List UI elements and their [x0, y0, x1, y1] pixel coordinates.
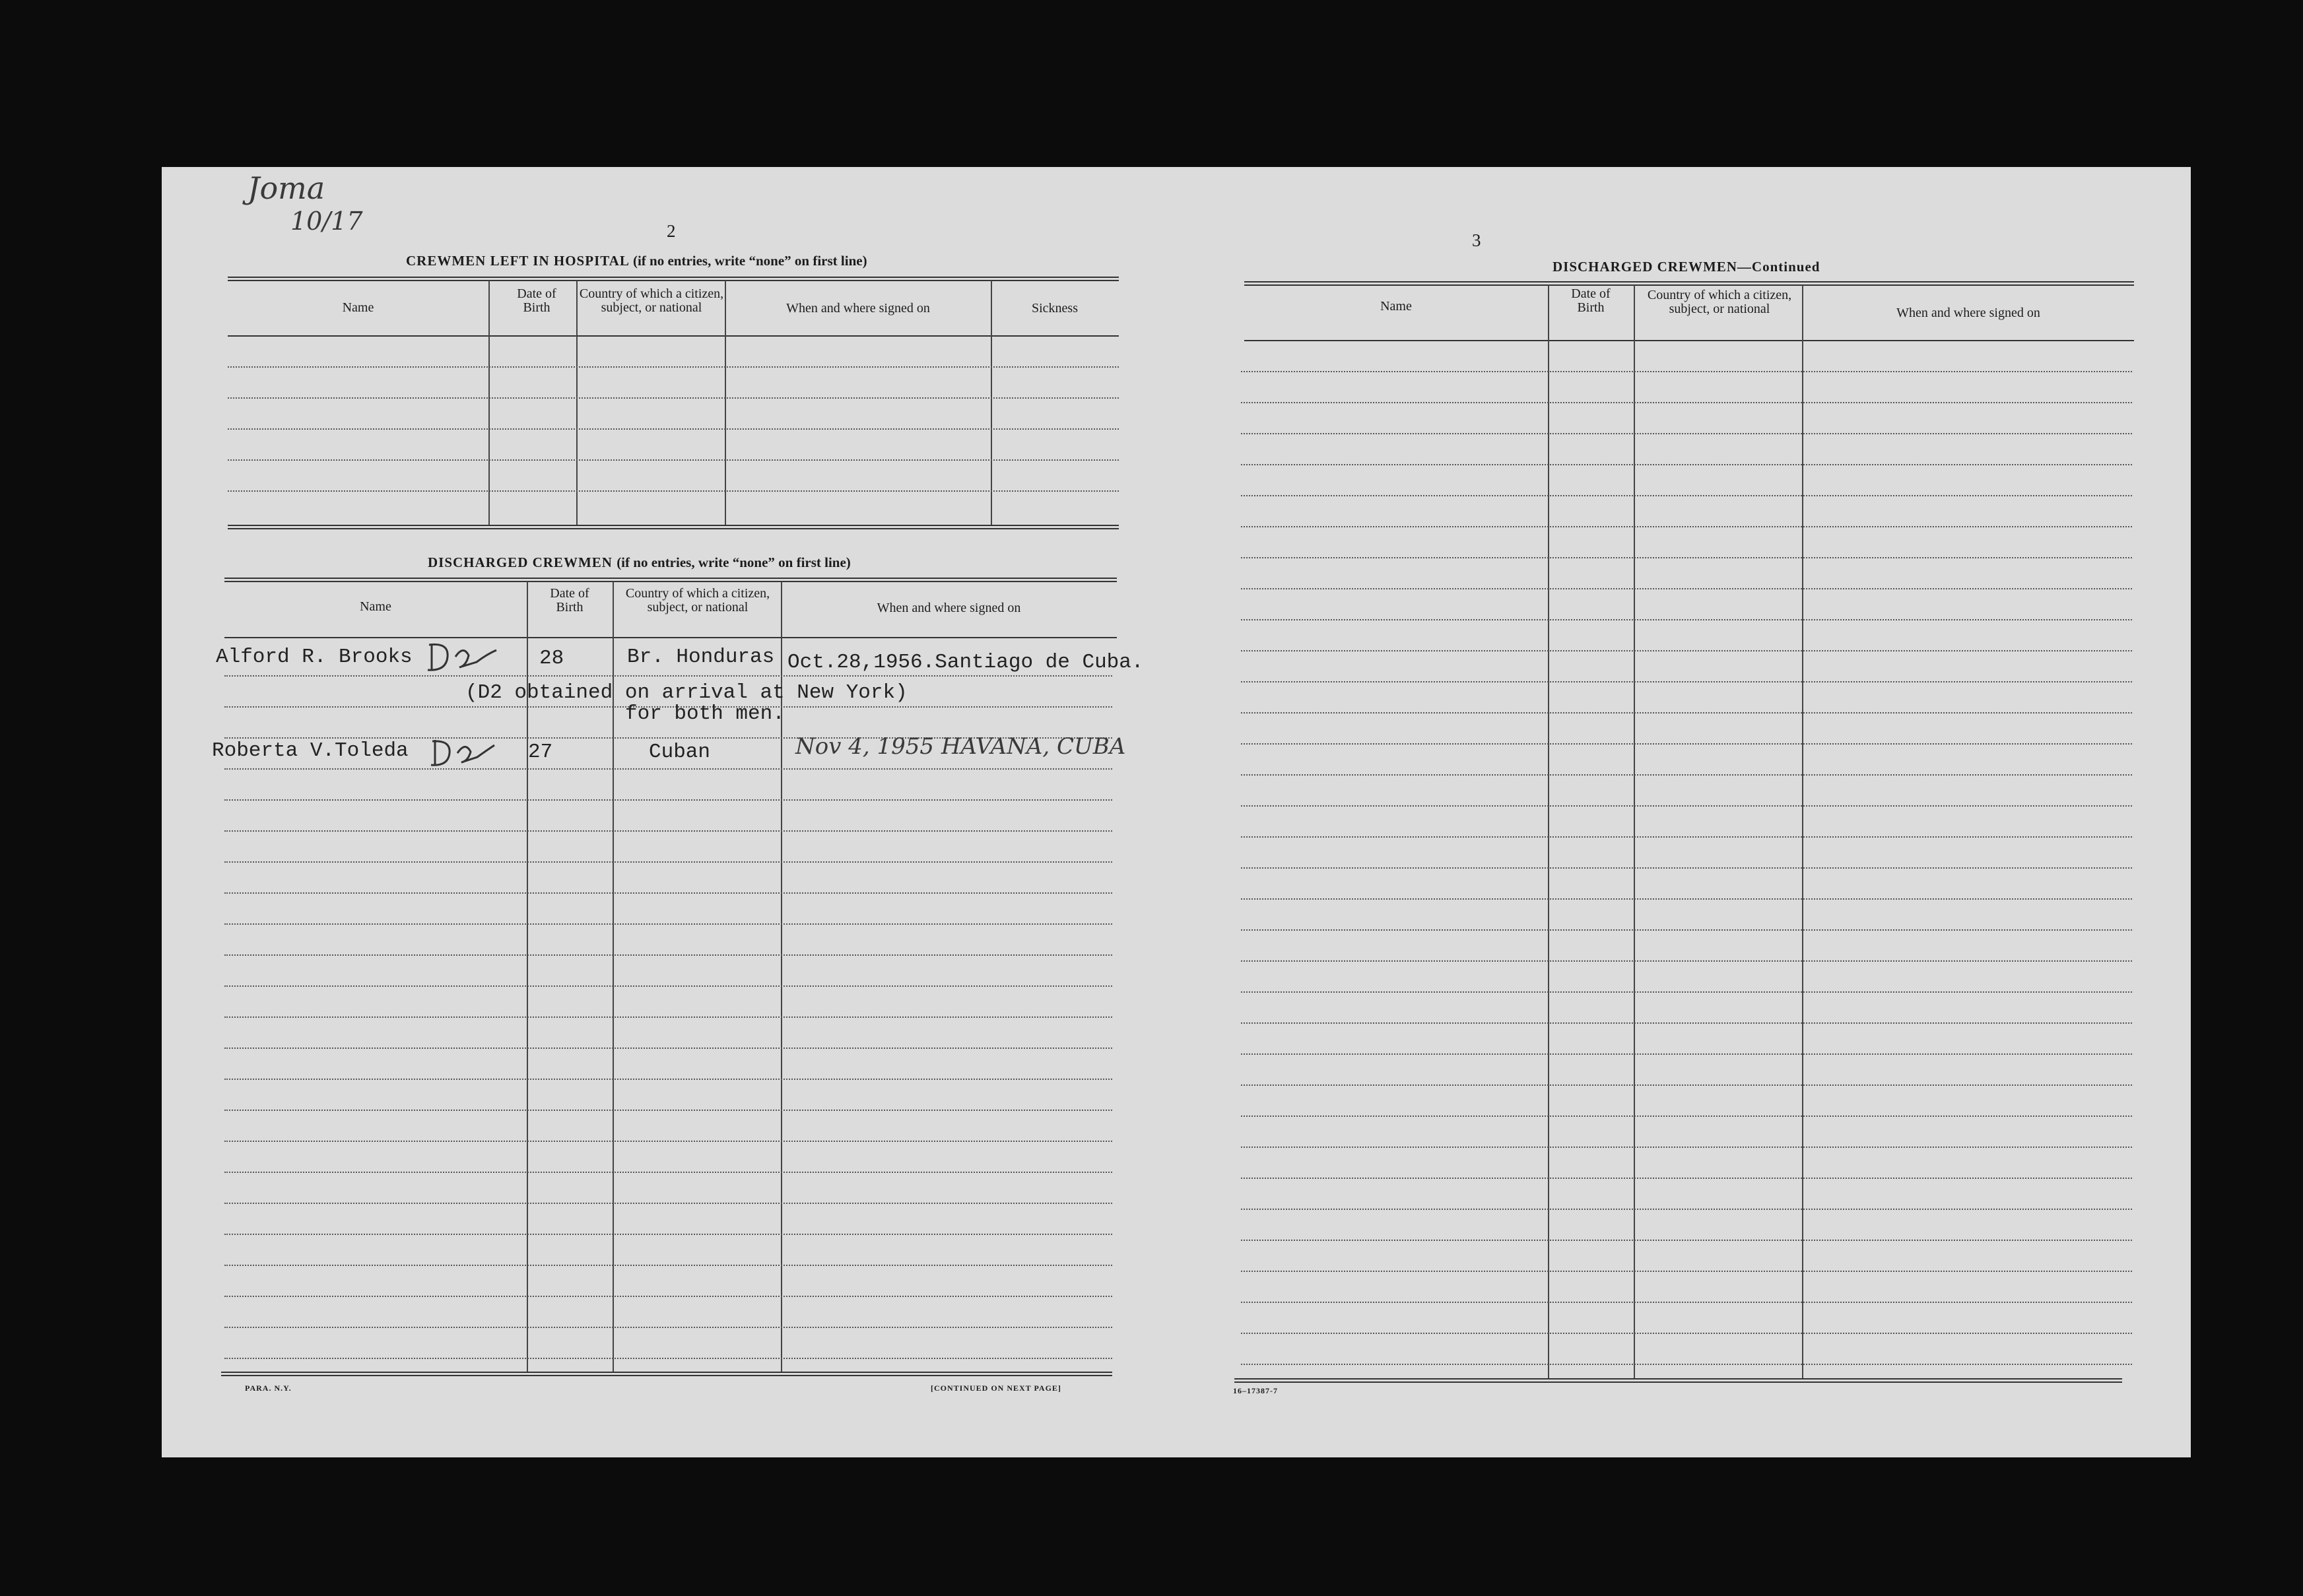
ruled-line: [224, 1141, 1112, 1142]
ruled-line: [224, 1358, 1112, 1359]
discharged-col-signed: When and where signed on: [877, 601, 1021, 615]
right-col-name: Name: [1380, 299, 1412, 314]
entry-1-birth: 28: [539, 647, 564, 670]
ruled-line: [224, 675, 1112, 677]
hospital-table-top-rule: [228, 277, 1119, 281]
entry-2-country: Cuban: [649, 741, 711, 764]
right-header-rule: [1244, 340, 2134, 341]
ruled-line: [224, 892, 1112, 894]
footer-printer-mark: PARA. N.Y.: [245, 1383, 292, 1393]
ruled-line: [1241, 774, 2132, 776]
ruled-line: [224, 1234, 1112, 1235]
right-col-divider: [1548, 285, 1549, 1378]
ruled-line: [224, 1203, 1112, 1204]
discharged-section-note: (if no entries, write “none” on first line): [617, 554, 851, 570]
entry-2-birth: 27: [528, 741, 553, 764]
ruled-line: [1241, 371, 2132, 372]
ruled-line: [1241, 1053, 2132, 1055]
ruled-line: [1241, 960, 2132, 962]
discharged-col-name: Name: [360, 599, 391, 614]
ruled-line: [1241, 743, 2132, 745]
hospital-col-divider: [991, 281, 992, 525]
hospital-section-note: (if no entries, write “none” on first line): [632, 253, 867, 269]
ruled-line: [1241, 1240, 2132, 1241]
ruled-line: [224, 1265, 1112, 1266]
ruled-line: [1241, 712, 2132, 714]
ruled-line: [1241, 464, 2132, 465]
ruled-line: [224, 768, 1112, 770]
ruled-line: [1241, 898, 2132, 900]
right-col-birth: Date of Birth: [1571, 286, 1611, 315]
ruled-line: [224, 1327, 1112, 1328]
right-page-number: 3: [1472, 230, 1481, 250]
ruled-line: [224, 954, 1112, 956]
hospital-col-divider: [725, 281, 726, 525]
ruled-line: [224, 1016, 1112, 1018]
hospital-ruled-line: [228, 397, 1119, 399]
margin-note-name: Joma: [248, 170, 325, 206]
discharged-section-title: DISCHARGED CREWMEN: [428, 554, 613, 570]
census-form-sheet: [162, 167, 2191, 1457]
footer-continued: [CONTINUED ON NEXT PAGE]: [931, 1383, 1061, 1393]
ruled-line: [1241, 929, 2132, 931]
ruled-line: [1241, 1022, 2132, 1024]
ruled-line: [1241, 1084, 2132, 1086]
ruled-line: [1241, 1302, 2132, 1303]
hospital-ruled-line: [228, 490, 1119, 492]
d2-mark: [422, 637, 502, 677]
right-col-divider: [1634, 285, 1635, 1378]
hospital-col-birth: Date of Birth: [517, 286, 556, 315]
ruled-line: [224, 923, 1112, 925]
entry-1-name: Alford R. Brooks: [216, 646, 413, 669]
ruled-line: [1241, 495, 2132, 496]
ruled-line: [224, 1110, 1112, 1111]
ruled-line: [1241, 1115, 2132, 1117]
discharged-table-top-rule: [224, 578, 1117, 582]
ruled-line: [1241, 433, 2132, 434]
hospital-col-sickness: Sickness: [1032, 301, 1078, 316]
ruled-line: [224, 985, 1112, 987]
hospital-section-heading: [406, 253, 867, 269]
ruled-line: [1241, 1147, 2132, 1148]
ruled-line: [1241, 619, 2132, 620]
ruled-line: [1241, 588, 2132, 589]
ruled-line: [1241, 402, 2132, 403]
discharged-section-heading: [428, 554, 851, 571]
ruled-line: [1241, 805, 2132, 807]
discharged-header-rule: [224, 637, 1117, 638]
hospital-ruled-line: [228, 428, 1119, 430]
ruled-line: [1241, 681, 2132, 682]
ruled-line: [1241, 1178, 2132, 1179]
ruled-line: [1241, 526, 2132, 527]
ruled-line: [224, 1047, 1112, 1049]
discharged-table-bottom-rule: [221, 1372, 1112, 1376]
ruled-line: [1241, 650, 2132, 651]
ruled-line: [224, 1172, 1112, 1173]
entry-2-name: Roberta V.Toleda: [212, 739, 409, 762]
d2-mark: [426, 735, 498, 771]
hospital-col-divider: [576, 281, 578, 525]
hospital-section-title: CREWMEN LEFT IN HOSPITAL: [406, 253, 629, 269]
discharged-col-birth: Date of Birth: [550, 586, 589, 615]
right-col-country: Country of which a citizen, subject, or national: [1647, 288, 1792, 316]
right-footer-form-number: 16–17387-7: [1233, 1386, 1278, 1395]
hospital-header-rule: [228, 335, 1119, 337]
remark-line-1: (D2 obtained on arrival at New York): [465, 681, 908, 704]
ruled-line: [1241, 836, 2132, 838]
ruled-line: [1241, 867, 2132, 869]
ruled-line: [1241, 1333, 2132, 1334]
entry-2-signed-on: Nov 4, 1955 HAVANA, CUBA: [795, 733, 1126, 760]
ruled-line: [224, 1296, 1112, 1297]
margin-note-date: 10/17: [290, 207, 363, 236]
remark-line-2: for both men.: [625, 702, 785, 725]
hospital-table-bottom-rule: [228, 525, 1119, 529]
left-page-number: 2: [667, 221, 676, 241]
right-table-bottom-rule: [1234, 1378, 2122, 1383]
ruled-line: [224, 1079, 1112, 1080]
hospital-ruled-line: [228, 366, 1119, 368]
ruled-line: [1241, 1271, 2132, 1272]
entry-1-signed-on: Oct.28,1956.Santiago de Cuba.: [787, 651, 1144, 674]
discharged-col-country: Country of which a citizen, subject, or national: [625, 586, 770, 615]
ruled-line: [224, 861, 1112, 863]
ruled-line: [224, 799, 1112, 801]
right-table-top-rule: [1244, 281, 2134, 286]
hospital-col-country: Country of which a citizen, subject, or national: [579, 286, 724, 315]
ruled-line: [1241, 991, 2132, 993]
ruled-line: [224, 830, 1112, 832]
right-col-divider: [1802, 285, 1803, 1378]
ruled-line: [1241, 1209, 2132, 1210]
hospital-col-divider: [488, 281, 490, 525]
right-col-signed: When and where signed on: [1896, 306, 2040, 320]
ruled-line: [1241, 557, 2132, 558]
right-page-heading: DISCHARGED CREWMEN—Continued: [1552, 259, 1820, 275]
hospital-col-name: Name: [342, 300, 374, 315]
hospital-ruled-line: [228, 459, 1119, 461]
hospital-col-signed: When and where signed on: [786, 301, 930, 316]
ruled-line: [1241, 1364, 2132, 1365]
entry-1-country: Br. Honduras: [627, 646, 775, 669]
